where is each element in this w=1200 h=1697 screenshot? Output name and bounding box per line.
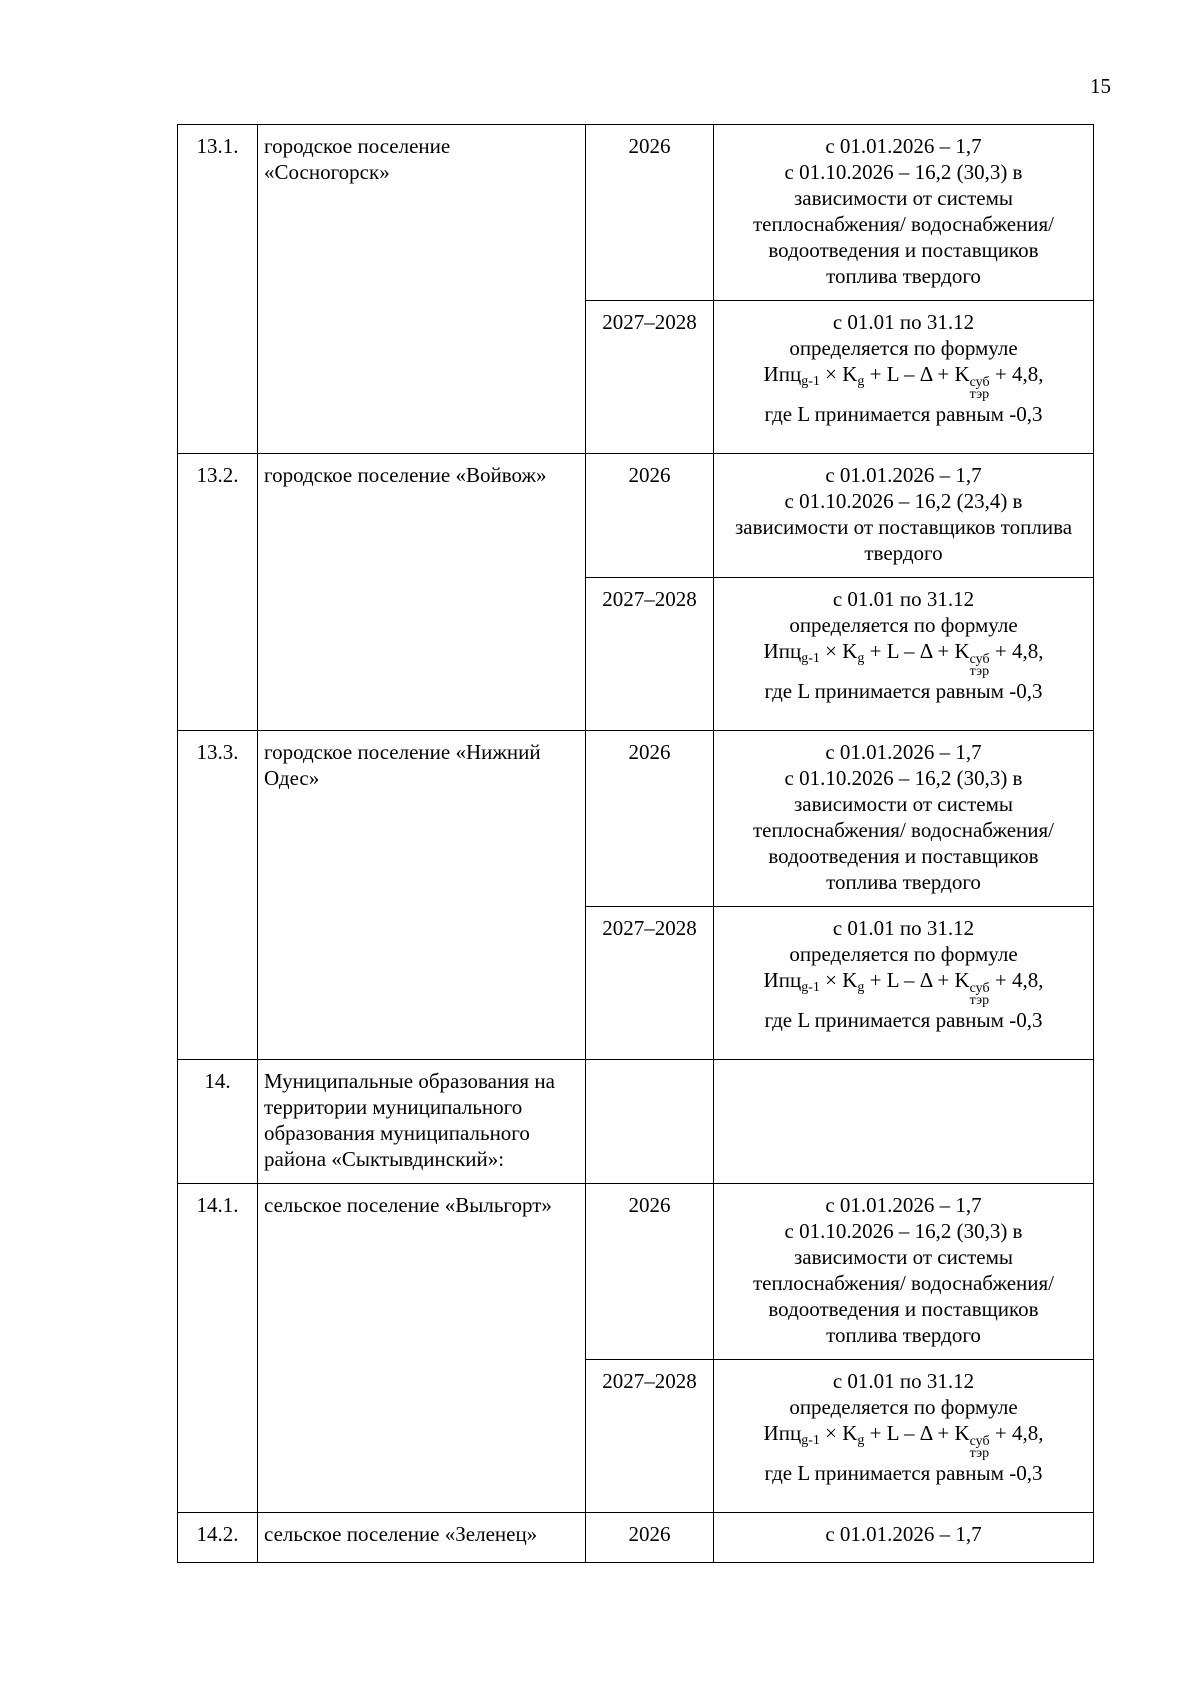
formula-k-subscript: тэр xyxy=(969,1446,990,1461)
index-value xyxy=(714,731,1094,907)
formula-k-subscript: тэр xyxy=(969,993,990,1008)
tariff-table xyxy=(177,124,1094,1563)
row-number: 14. xyxy=(178,1060,258,1184)
value-line: с 01.01.2026 – 1,7 xyxy=(825,1193,982,1217)
formula-kg: × K xyxy=(819,362,858,386)
formula-note: где L принимается равным -0,3 xyxy=(764,402,1043,426)
formula xyxy=(720,967,1087,1007)
table-row xyxy=(178,1513,1094,1563)
period-year: 2026 xyxy=(586,1184,714,1360)
value-line: с 01.01 по 31.12 xyxy=(832,310,975,334)
formula-end: + 4,8, xyxy=(989,639,1044,663)
period-year: 2027–2028 xyxy=(586,301,714,454)
municipality-name: Муниципальные образования на территории муниципального образования муниципального района «Сыктывдинский»: xyxy=(258,1060,586,1184)
index-value xyxy=(714,125,1094,301)
formula-end: + 4,8, xyxy=(989,362,1044,386)
formula-k-subscript: тэр xyxy=(969,664,990,679)
value-line: водоотведения и поставщиков xyxy=(768,844,1039,868)
formula-middle: + L – Δ + K xyxy=(864,639,970,663)
period-year: 2026 xyxy=(586,731,714,907)
value-line: с 01.10.2026 – 16,2 (30,3) в xyxy=(784,766,1023,790)
index-value xyxy=(714,578,1094,731)
formula-ipc-subscript: g-1 xyxy=(801,651,820,666)
formula-k-superscript: суб xyxy=(969,981,990,996)
period-year: 2027–2028 xyxy=(586,1360,714,1513)
formula-ipc: Ипц xyxy=(763,1421,802,1445)
period-year xyxy=(586,1060,714,1184)
period-year: 2026 xyxy=(586,454,714,578)
value-line: с 01.01.2026 – 1,7 xyxy=(825,463,982,487)
table-row xyxy=(178,1184,1094,1360)
formula xyxy=(720,1420,1087,1460)
value-line: с 01.01 по 31.12 xyxy=(832,1369,975,1393)
formula-ipc-subscript: g-1 xyxy=(801,980,820,995)
row-number: 14.1. xyxy=(178,1184,258,1513)
value-line: топлива твердого xyxy=(826,870,981,894)
formula-note: где L принимается равным -0,3 xyxy=(764,679,1043,703)
value-line: теплоснабжения/ водоснабжения/ xyxy=(753,212,1054,236)
formula-middle: + L – Δ + K xyxy=(864,362,970,386)
index-value xyxy=(714,1360,1094,1513)
value-line: с 01.01.2026 – 1,7 xyxy=(825,134,982,158)
value-line: топлива твердого xyxy=(826,264,981,288)
formula xyxy=(720,361,1087,401)
municipality-name: городское поселение «Сосногорск» xyxy=(258,125,586,454)
value-line: с 01.01 по 31.12 xyxy=(832,587,975,611)
row-number: 13.3. xyxy=(178,731,258,1060)
index-value xyxy=(714,301,1094,454)
formula-k-indices xyxy=(970,1436,990,1460)
value-line: теплоснабжения/ водоснабжения/ xyxy=(753,1271,1054,1295)
formula-kg-subscript: g xyxy=(857,1433,865,1448)
table-row xyxy=(178,1060,1094,1184)
row-number: 14.2. xyxy=(178,1513,258,1563)
value-line: теплоснабжения/ водоснабжения/ xyxy=(753,818,1054,842)
formula-end: + 4,8, xyxy=(989,1421,1044,1445)
value-line: зависимости от системы xyxy=(793,186,1014,210)
formula-ipc: Ипц xyxy=(763,968,802,992)
formula-note: где L принимается равным -0,3 xyxy=(764,1008,1043,1032)
period-year: 2026 xyxy=(586,125,714,301)
formula-ipc: Ипц xyxy=(763,639,802,663)
value-line: с 01.10.2026 – 16,2 (23,4) в xyxy=(784,489,1023,513)
period-year: 2026 xyxy=(586,1513,714,1563)
municipality-name: сельское поселение «Выльгорт» xyxy=(258,1184,586,1513)
formula-kg: × K xyxy=(819,968,858,992)
index-value xyxy=(714,1513,1094,1563)
index-value xyxy=(714,1060,1094,1184)
value-line: твердого xyxy=(864,541,943,565)
formula-ipc-subscript: g-1 xyxy=(801,1433,820,1448)
value-line: зависимости от поставщиков топлива xyxy=(734,515,1073,539)
value-line: с 01.10.2026 – 16,2 (30,3) в xyxy=(784,160,1023,184)
table-row xyxy=(178,731,1094,907)
table-row xyxy=(178,125,1094,301)
period-year: 2027–2028 xyxy=(586,907,714,1060)
formula-kg: × K xyxy=(819,639,858,663)
formula xyxy=(720,638,1087,678)
formula-k-superscript: суб xyxy=(969,375,990,390)
value-line: с 01.01 по 31.12 xyxy=(832,916,975,940)
value-line: определяется по формуле xyxy=(789,336,1018,360)
formula-k-indices xyxy=(970,654,990,678)
formula-k-superscript: суб xyxy=(969,652,990,667)
value-line: определяется по формуле xyxy=(789,613,1018,637)
formula-kg-subscript: g xyxy=(857,980,865,995)
formula-end: + 4,8, xyxy=(989,968,1044,992)
period-year: 2027–2028 xyxy=(586,578,714,731)
value-line: с 01.10.2026 – 16,2 (30,3) в xyxy=(784,1219,1023,1243)
formula-kg-subscript: g xyxy=(857,374,865,389)
municipality-name: сельское поселение «Зеленец» xyxy=(258,1513,586,1563)
value-line: водоотведения и поставщиков xyxy=(768,238,1039,262)
value-line: зависимости от системы xyxy=(793,792,1014,816)
formula-ipc: Ипц xyxy=(763,362,802,386)
value-line: зависимости от системы xyxy=(793,1245,1014,1269)
index-value xyxy=(714,1184,1094,1360)
value-line: определяется по формуле xyxy=(789,1395,1018,1419)
formula-k-subscript: тэр xyxy=(969,387,990,402)
municipality-name: городское поселение «Войвож» xyxy=(258,454,586,731)
formula-k-superscript: суб xyxy=(969,1434,990,1449)
row-number: 13.2. xyxy=(178,454,258,731)
value-line: с 01.01.2026 – 1,7 xyxy=(825,740,982,764)
formula-kg-subscript: g xyxy=(857,651,865,666)
municipality-name: городское поселение «Нижний Одес» xyxy=(258,731,586,1060)
formula-ipc-subscript: g-1 xyxy=(801,374,820,389)
row-number: 13.1. xyxy=(178,125,258,454)
value-line: топлива твердого xyxy=(826,1323,981,1347)
formula-note: где L принимается равным -0,3 xyxy=(764,1461,1043,1485)
index-value xyxy=(714,454,1094,578)
formula-kg: × K xyxy=(819,1421,858,1445)
index-value xyxy=(714,907,1094,1060)
value-line: водоотведения и поставщиков xyxy=(768,1297,1039,1321)
formula-k-indices xyxy=(970,983,990,1007)
formula-middle: + L – Δ + K xyxy=(864,1421,970,1445)
table-row xyxy=(178,454,1094,578)
formula-k-indices xyxy=(970,377,990,401)
page-number: 15 xyxy=(1090,74,1111,98)
value-line: с 01.01.2026 – 1,7 xyxy=(825,1522,982,1546)
formula-middle: + L – Δ + K xyxy=(864,968,970,992)
value-line: определяется по формуле xyxy=(789,942,1018,966)
